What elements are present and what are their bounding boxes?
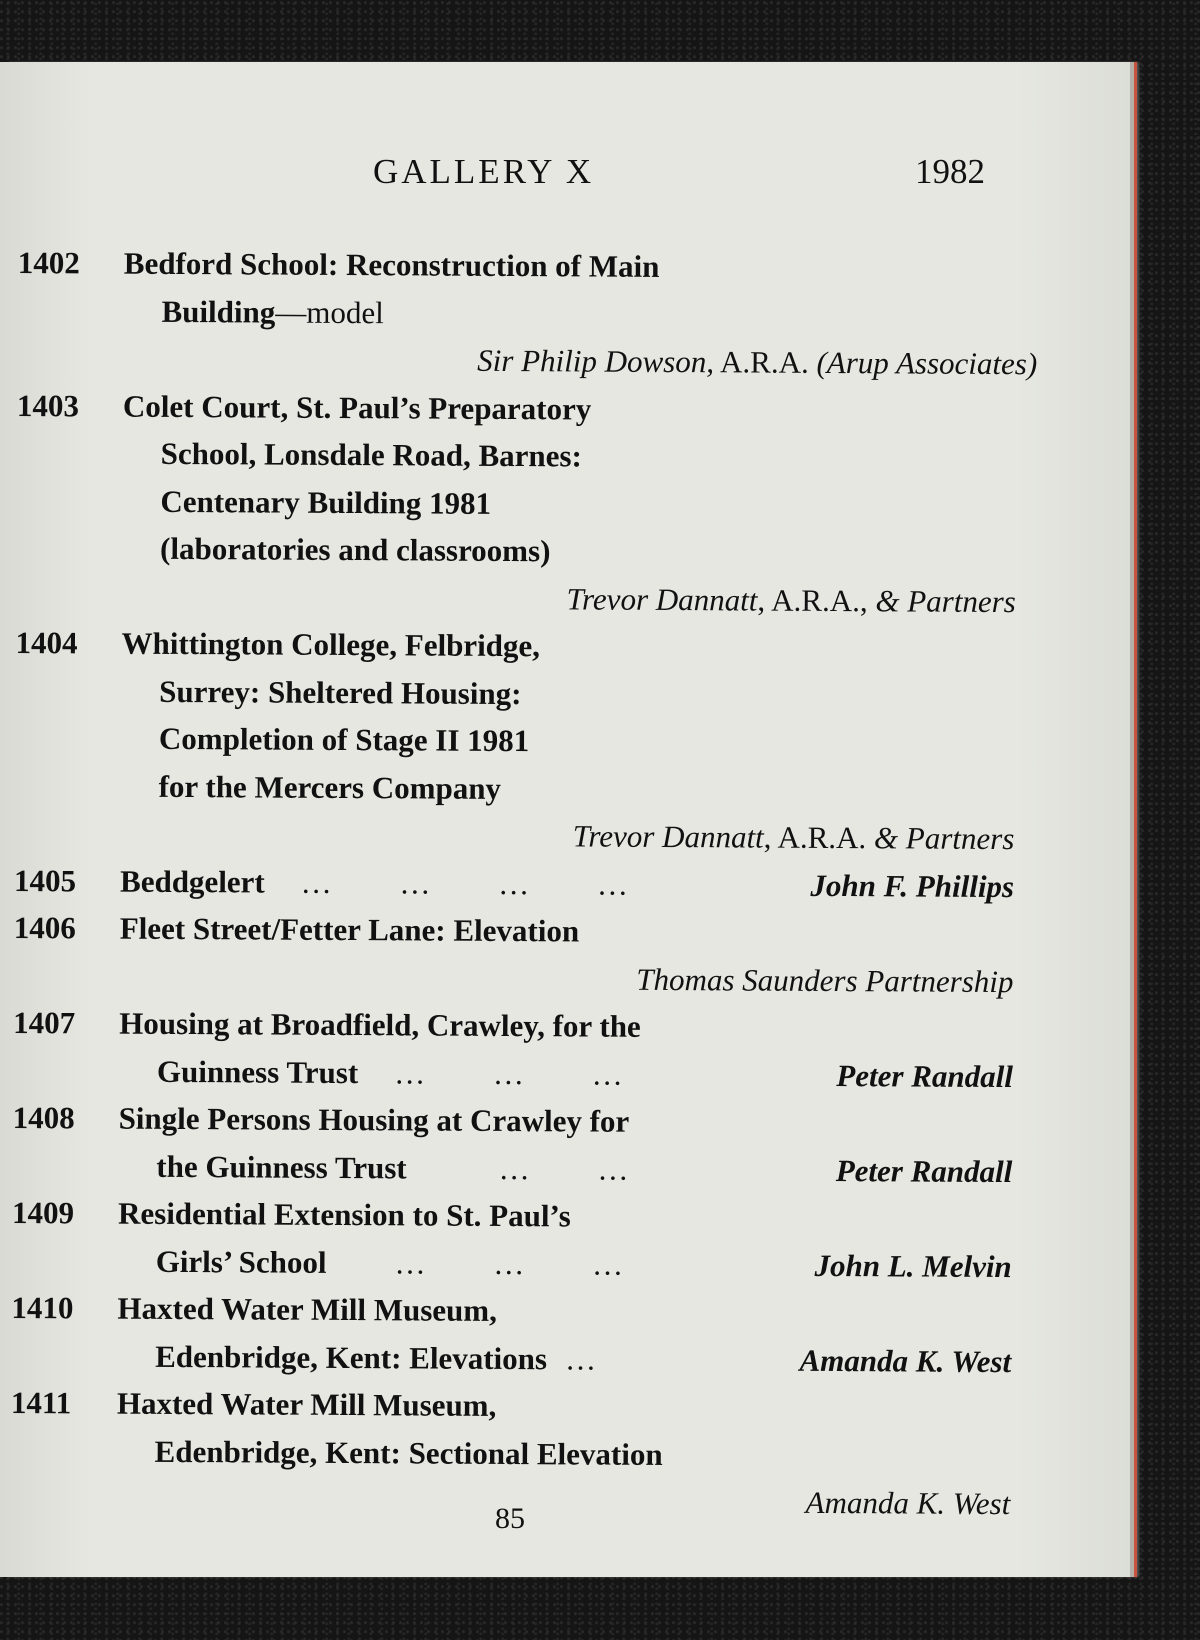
entry-title-cont: for the Mercers Company: [158, 768, 502, 806]
entry-title: Beddgelert: [119, 863, 265, 900]
entry-title-line: [120, 857, 1014, 910]
entry-1406: [13, 904, 1014, 1005]
entry-title: Single Persons Housing at Crawley for: [118, 1100, 630, 1139]
page-number: 85: [495, 1502, 525, 1535]
entry-title: Haxted Water Mill Museum,: [116, 1385, 497, 1423]
entry-title: Haxted Water Mill Museum,: [117, 1290, 498, 1328]
entry-1409: [12, 1189, 1013, 1290]
entry-number: 1410: [11, 1289, 74, 1326]
entry-title-cont: Edenbridge, Kent: Sectional Elevation: [154, 1433, 663, 1472]
entry-title: Colet Court, St. Paul’s Preparatory: [122, 388, 592, 427]
entry-title-cont: (laboratories and classrooms): [160, 530, 551, 569]
architect-firm: & Partners: [875, 582, 1016, 619]
entry-number: 1402: [17, 244, 80, 281]
entry-title-cont: the Guinness Trust: [156, 1148, 407, 1185]
architect-name: Thomas Saunders Partnership: [636, 961, 1014, 999]
architect-honour: A.R.A.: [713, 344, 817, 380]
entry-medium: —model: [275, 294, 384, 330]
gallery-title: GALLERY X: [373, 152, 595, 191]
architect-firm: & Partners: [873, 820, 1015, 857]
entry-title: Whittington College, Felbridge,: [121, 625, 541, 664]
entry-title-cont-line: [156, 1142, 1012, 1195]
leader-dots: … … …: [394, 1054, 623, 1092]
entry-1402: [17, 239, 1038, 388]
entry-number: 1404: [15, 624, 78, 661]
entry-architect: [16, 571, 1016, 625]
entry-architect: [14, 809, 1014, 863]
architect-name: Amanda K. West: [799, 1342, 1012, 1379]
architect-name: Peter Randall: [835, 1152, 1013, 1189]
entry-title-cont: Edenbridge, Kent: Elevations: [155, 1338, 548, 1376]
entry-title-cont-line: [156, 1237, 1012, 1290]
book-page: [0, 62, 1130, 1577]
leader-dots: … …: [498, 1150, 629, 1187]
entry-1407: [13, 999, 1014, 1100]
entry-number: 1407: [13, 1004, 76, 1041]
catalogue-entries: [10, 239, 1038, 1528]
entry-architect: [17, 334, 1037, 388]
leader-dots: …: [564, 1340, 597, 1377]
entry-title: Housing at Broadfield, Crawley, for the: [119, 1005, 641, 1044]
architect-name: Trevor Dannatt: [572, 818, 764, 855]
entry-title-cont: Centenary Building 1981: [160, 483, 492, 521]
page-header: [0, 152, 1130, 192]
entry-title-cont: Girls’ School: [155, 1243, 327, 1280]
entry-number: 1405: [13, 862, 77, 898]
entry-number: 1408: [12, 1099, 75, 1136]
entry-1410: [11, 1284, 1012, 1385]
architect-name: Trevor Dannatt: [566, 580, 758, 618]
architect-honour: , A.R.A.,: [757, 582, 876, 618]
entry-number: 1409: [11, 1194, 75, 1231]
entry-title-cont: Guinness Trust: [156, 1053, 359, 1090]
entry-title: Fleet Street/Fetter Lane: Elevation: [119, 910, 580, 949]
architect-honour: , A.R.A.: [763, 819, 875, 856]
entry-title: Residential Extension to St. Paul’s: [117, 1195, 571, 1234]
architect-name: John L. Melvin: [814, 1247, 1012, 1284]
entry-number: 1411: [10, 1384, 72, 1421]
entry-title: Bedford School: Reconstruction of Main: [123, 245, 660, 284]
header-year: 1982: [915, 152, 985, 191]
entry-number: 1406: [13, 909, 76, 946]
entry-1408: [12, 1094, 1013, 1195]
entry-title-cont: Surrey: Sheltered Housing:: [159, 673, 522, 711]
entry-title-part: Building: [161, 293, 276, 330]
architect-name: Peter Randall: [836, 1057, 1014, 1094]
entry-1403: [16, 381, 1017, 625]
leader-dots: … … …: [394, 1244, 624, 1282]
entry-number: 1403: [16, 387, 80, 423]
entry-1404: [14, 619, 1015, 863]
architect-name: John F. Phillips: [810, 867, 1015, 904]
entry-1405: [14, 856, 1014, 910]
entry-title-cont-line: [155, 1332, 1011, 1385]
entry-title-cont: [161, 287, 1017, 340]
entry-title-cont-line: [157, 1047, 1013, 1100]
architect-firm: (Arup Associates): [816, 344, 1038, 382]
leader-dots: … … … …: [300, 864, 629, 902]
architect-name: Sir Philip Dowson,: [477, 342, 715, 380]
architect-name: Amanda K. West: [805, 1484, 1011, 1522]
entry-title-cont: Completion of Stage II 1981: [158, 720, 530, 759]
entry-title-cont: School, Lonsdale Road, Barnes:: [160, 435, 582, 474]
